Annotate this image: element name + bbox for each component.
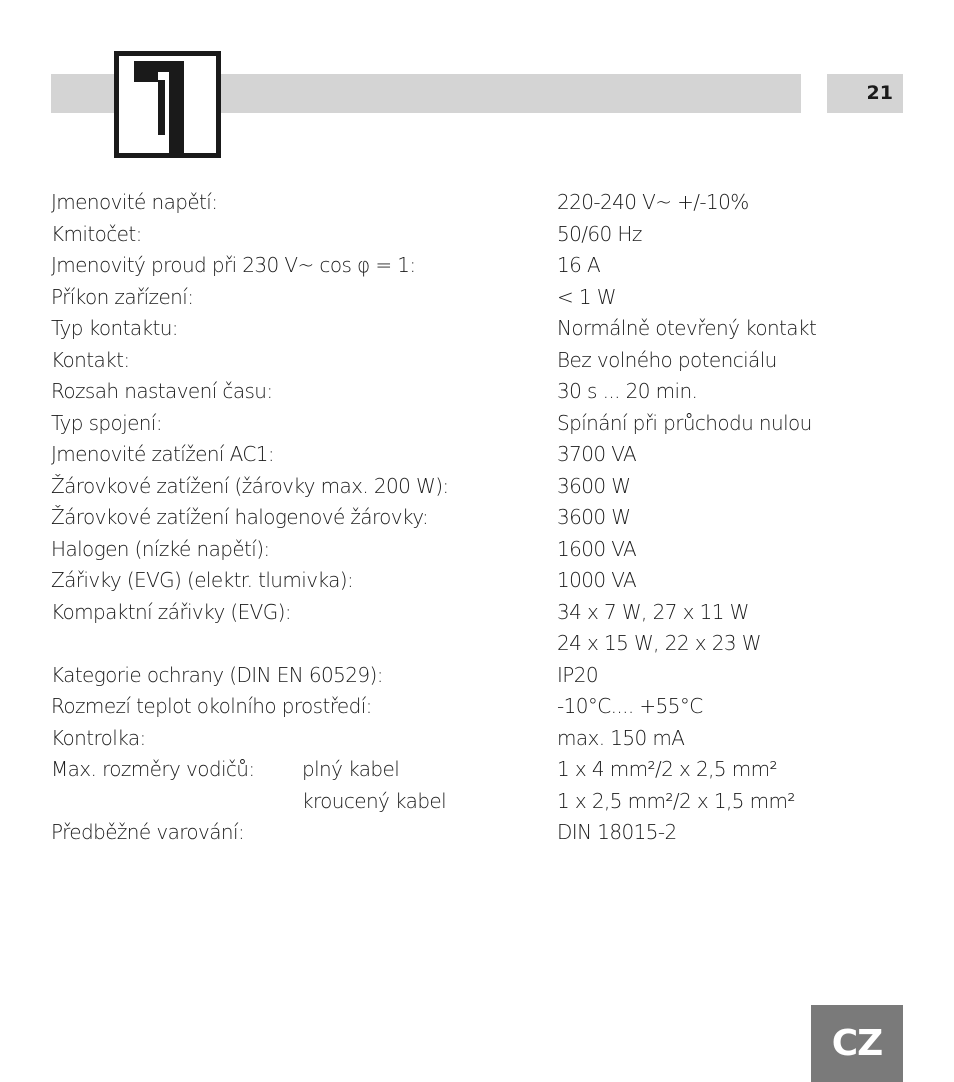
spec-label: Max. rozměry vodičů: <box>51 757 255 781</box>
spec-label: Kompaktní zářivky (EVG): <box>51 599 291 624</box>
spec-value: 3700 VA <box>557 442 637 466</box>
spec-label: Kmitočet: <box>51 221 142 246</box>
spec-value: 1 x 2,5 mm²/2 x 1,5 mm² <box>557 788 795 813</box>
spec-label: Zářivky (EVG) (elektr. tlumivka): <box>51 568 354 592</box>
spec-value: -10°C.... +55°C <box>557 694 703 718</box>
language-tab <box>811 1005 903 1082</box>
language-code: CZ <box>831 1023 883 1064</box>
spec-value: 1000 VA <box>557 568 637 592</box>
spec-label: Kontakt: <box>51 347 130 372</box>
spec-label: Jmenovité napětí: <box>51 190 218 214</box>
spec-value: max. 150 mA <box>557 725 685 750</box>
spec-row <box>51 187 911 219</box>
spec-value: 220-240 V~ +/-10% <box>557 190 749 214</box>
switch-symbol-icon <box>114 51 221 158</box>
spec-row <box>51 723 911 755</box>
spec-row <box>51 597 911 629</box>
spec-value: 1 x 4 mm²/2 x 2,5 mm² <box>557 757 777 781</box>
spec-row <box>51 408 911 440</box>
spec-sublabel: plný kabel <box>302 757 400 781</box>
spec-label: Jmenovité zatížení AC1: <box>51 442 274 466</box>
spec-label: Rozmezí teplot okolního prostředí: <box>51 694 372 718</box>
spec-label: Žárovkové zatížení (žárovky max. 200 W): <box>51 473 449 498</box>
spec-row <box>51 817 911 849</box>
spec-label: Rozsah nastavení času: <box>51 379 273 403</box>
spec-value: Bez volného potenciálu <box>557 347 777 372</box>
spec-row <box>51 471 911 503</box>
spec-row <box>51 502 911 534</box>
spec-row <box>51 754 911 786</box>
spec-row <box>51 345 911 377</box>
spec-value: 16 A <box>557 253 601 277</box>
spec-row <box>51 565 911 597</box>
spec-label: Žárovkové zatížení halogenové žárovky: <box>51 505 429 529</box>
spec-label: Typ spojení: <box>51 410 162 435</box>
spec-row <box>51 660 911 692</box>
spec-value: 50/60 Hz <box>557 221 642 246</box>
spec-label: Kategorie ochrany (DIN EN 60529): <box>51 662 383 687</box>
spec-value: 1600 VA <box>557 536 637 561</box>
spec-row <box>51 691 911 723</box>
spec-label: Příkon zařízení: <box>51 284 194 309</box>
spec-value: 30 s ... 20 min. <box>557 379 698 403</box>
spec-value: DIN 18015-2 <box>557 820 677 844</box>
spec-row <box>51 219 911 251</box>
spec-sublabel: kroucený kabel <box>302 788 447 813</box>
spec-label: Kontrolka: <box>51 725 146 750</box>
spec-row <box>51 439 911 471</box>
spec-value: 3600 W <box>557 505 631 529</box>
specifications-list <box>51 187 911 849</box>
spec-value: IP20 <box>557 662 599 687</box>
spec-row <box>51 250 911 282</box>
spec-row <box>51 376 911 408</box>
spec-label: Jmenovitý proud při 230 V~ cos φ = 1: <box>51 253 416 277</box>
spec-row <box>51 534 911 566</box>
spec-label: Typ kontaktu: <box>51 316 178 340</box>
spec-value: 24 x 15 W, 22 x 23 W <box>557 631 761 655</box>
spec-label: Předběžné varování: <box>51 820 245 844</box>
spec-value: Spínání při průchodu nulou <box>557 410 812 435</box>
spec-value: 3600 W <box>557 473 631 498</box>
page-number: 21 <box>866 82 893 104</box>
spec-row <box>51 786 911 818</box>
spec-row <box>51 313 911 345</box>
spec-row <box>51 282 911 314</box>
spec-row <box>51 628 911 660</box>
spec-value: 34 x 7 W, 27 x 11 W <box>557 599 749 624</box>
spec-value: Normálně otevřený kontakt <box>557 316 817 340</box>
spec-value: < 1 W <box>557 284 616 309</box>
spec-label: Halogen (nízké napětí): <box>51 536 270 561</box>
page-number-box <box>827 74 903 113</box>
